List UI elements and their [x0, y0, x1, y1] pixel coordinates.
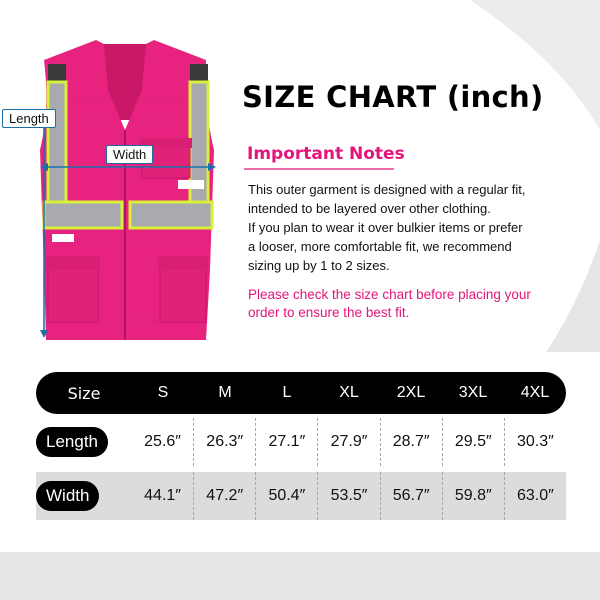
- width-callout: Width: [106, 145, 153, 164]
- width-value: 59.8″: [442, 472, 504, 520]
- width-row: [36, 472, 566, 520]
- warning-line: order to ensure the best fit.: [248, 305, 410, 320]
- notes-body: [248, 180, 578, 275]
- width-value: 53.5″: [317, 472, 379, 520]
- length-value: 26.3″: [193, 418, 255, 466]
- notes-line: This outer garment is designed with a regular fit,: [248, 182, 526, 197]
- size-header-row: [36, 372, 566, 414]
- notes-line: a looser, more comfortable fit, we recommend: [248, 239, 512, 254]
- size-2xl: 2XL: [396, 384, 426, 401]
- length-value: 30.3″: [504, 418, 566, 466]
- size-s: S: [157, 384, 169, 401]
- notes-line: If you plan to wear it over bulkier items or prefer: [248, 220, 523, 235]
- length-value: 28.7″: [380, 418, 442, 466]
- warning-line: Please check the size chart before placing your: [248, 287, 531, 302]
- length-value: 29.5″: [442, 418, 504, 466]
- notes-underline: [244, 168, 394, 170]
- notes-line: intended to be layered over other clothing.: [248, 201, 491, 216]
- width-row-label: Width: [36, 481, 99, 511]
- notes-heading: Important Notes: [247, 144, 405, 164]
- page-title: SIZE CHART (inch): [242, 80, 544, 114]
- width-value: 47.2″: [193, 472, 255, 520]
- size-table: [36, 372, 566, 526]
- size-m: M: [218, 384, 232, 401]
- width-value: 56.7″: [380, 472, 442, 520]
- size-header-label-cell: [36, 372, 132, 414]
- length-row: [36, 418, 566, 466]
- length-row-label: Length: [36, 427, 108, 457]
- length-value: 27.1″: [255, 418, 317, 466]
- size-l: L: [282, 384, 292, 401]
- width-value: 50.4″: [255, 472, 317, 520]
- width-value: 44.1″: [144, 487, 181, 504]
- vest-illustration: [0, 30, 250, 350]
- size-4xl: 4XL: [520, 384, 550, 401]
- size-header-label: Size: [67, 383, 101, 403]
- length-value: 27.9″: [317, 418, 379, 466]
- length-callout: Length: [2, 109, 56, 128]
- size-3xl: 3XL: [458, 384, 488, 401]
- length-value: 25.6″: [144, 433, 181, 450]
- notes-line: sizing up by 1 to 2 sizes.: [248, 258, 390, 273]
- size-xl: XL: [339, 384, 359, 401]
- width-value: 63.0″: [504, 472, 566, 520]
- notes-warning: [248, 286, 578, 322]
- length-label-cell: [36, 418, 132, 466]
- width-label-cell: [36, 472, 132, 520]
